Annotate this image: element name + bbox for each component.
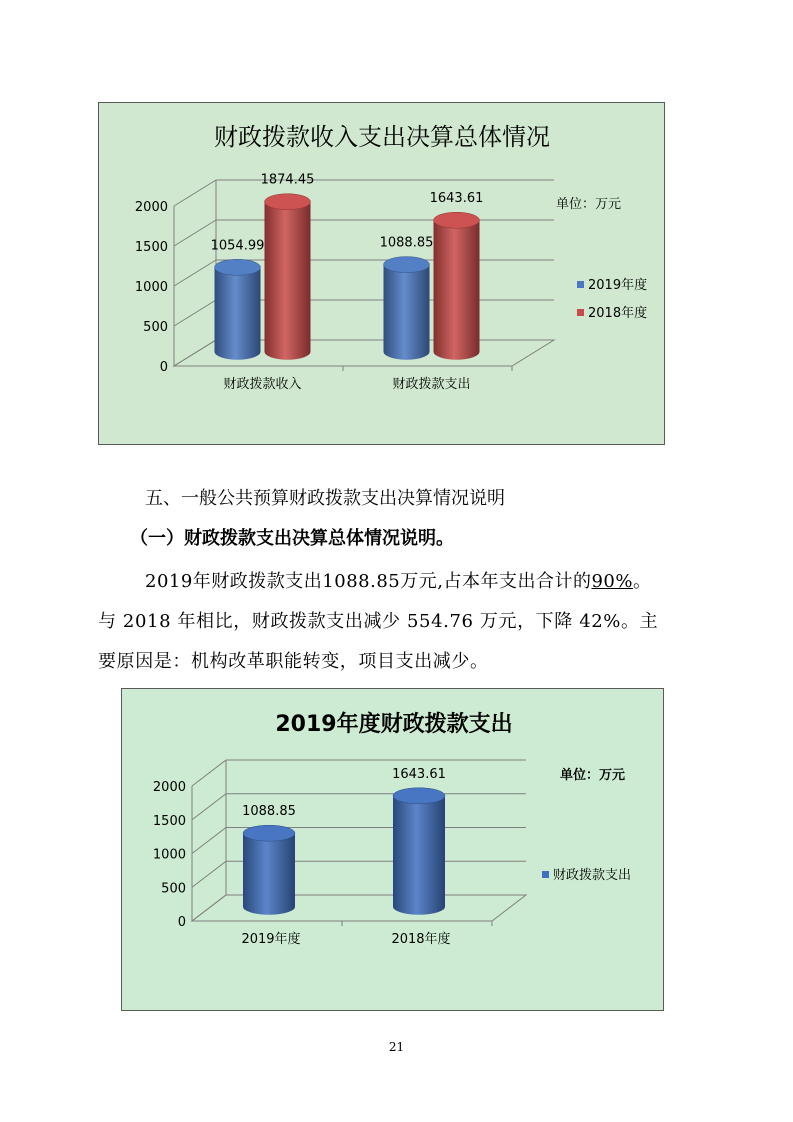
- subsection-heading: （一）财政拨款支出决算总体情况说明。: [130, 528, 454, 549]
- bar: [265, 202, 311, 360]
- bar: [384, 265, 430, 360]
- body-paragraph-line-3: 要原因是：机构改革职能转变，项目支出减少。: [98, 651, 489, 672]
- y-tick-label: 1000: [152, 847, 186, 863]
- bar-top: [265, 194, 311, 210]
- body-paragraph-line-2: 与 2018 年相比，财政拨款支出减少 554.76 万元，下降 42%。主: [98, 611, 659, 632]
- chart-2-svg: [122, 689, 665, 1012]
- data-label: 1643.61: [429, 191, 484, 207]
- x-category-label: 2018年度: [391, 932, 451, 947]
- data-label: 1088.85: [379, 235, 434, 251]
- bar: [243, 833, 295, 914]
- gridline-depth: [174, 180, 216, 206]
- legend-label: 2019年度: [588, 278, 648, 293]
- gridline-depth: [174, 300, 216, 326]
- data-label: 1874.45: [260, 172, 315, 188]
- chart-title: 财政拨款收入支出决算总体情况: [214, 123, 550, 151]
- bar: [434, 220, 480, 359]
- legend-swatch: [577, 281, 584, 288]
- y-tick-label: 2000: [152, 780, 186, 795]
- floor: [192, 895, 526, 921]
- chart-1-svg: [99, 103, 666, 446]
- y-tick-label: 500: [143, 320, 168, 335]
- section-heading: 五、一般公共预算财政拨款支出决算情况说明: [145, 488, 505, 509]
- bar-top: [384, 257, 430, 273]
- bar-top: [215, 259, 261, 275]
- gridline-depth: [192, 861, 226, 887]
- legend-label: 2018年度: [588, 306, 648, 321]
- gridline-depth: [192, 828, 226, 854]
- data-label: 1643.61: [392, 766, 446, 782]
- body-paragraph-line-1: [145, 567, 651, 593]
- gridline-depth: [174, 260, 216, 286]
- data-label: 1088.85: [242, 804, 296, 820]
- x-category-label: 财政拨款支出: [392, 377, 471, 392]
- line1-percent: 90%: [591, 571, 633, 592]
- chart-revenue-expenditure: [98, 102, 665, 445]
- legend-swatch: [542, 871, 549, 878]
- x-category-label: 2019年度: [241, 932, 301, 947]
- gridline-depth: [192, 760, 226, 786]
- page-number: 21: [388, 1040, 405, 1054]
- y-tick-label: 500: [161, 881, 186, 897]
- legend-swatch: [577, 309, 584, 316]
- unit-label: 单位：万元: [560, 768, 626, 783]
- chart-title: 2019年度财政拨款支出: [275, 712, 513, 737]
- line1-text-a: 2019年财政拨款支出1088.85万元,占本年支出合计的: [145, 571, 592, 592]
- bar-top: [434, 212, 480, 228]
- bar: [393, 796, 445, 915]
- line1-text-b: 。: [632, 571, 652, 592]
- y-tick-label: 1500: [152, 813, 186, 829]
- y-tick-label: 0: [177, 915, 186, 930]
- legend-label: 财政拨款支出: [553, 868, 632, 883]
- unit-label: 单位：万元: [556, 197, 622, 212]
- chart-2019-expenditure: [121, 688, 664, 1011]
- bar-top: [243, 825, 295, 841]
- y-tick-label: 2000: [134, 200, 168, 215]
- y-tick-label: 1500: [134, 240, 168, 255]
- y-tick-label: 1000: [134, 280, 168, 295]
- bar-top: [393, 788, 445, 804]
- bar: [215, 267, 261, 359]
- y-tick-label: 0: [159, 360, 168, 375]
- gridline-depth: [192, 794, 226, 820]
- data-label: 1054.99: [210, 238, 265, 254]
- x-category-label: 财政拨款收入: [223, 377, 302, 392]
